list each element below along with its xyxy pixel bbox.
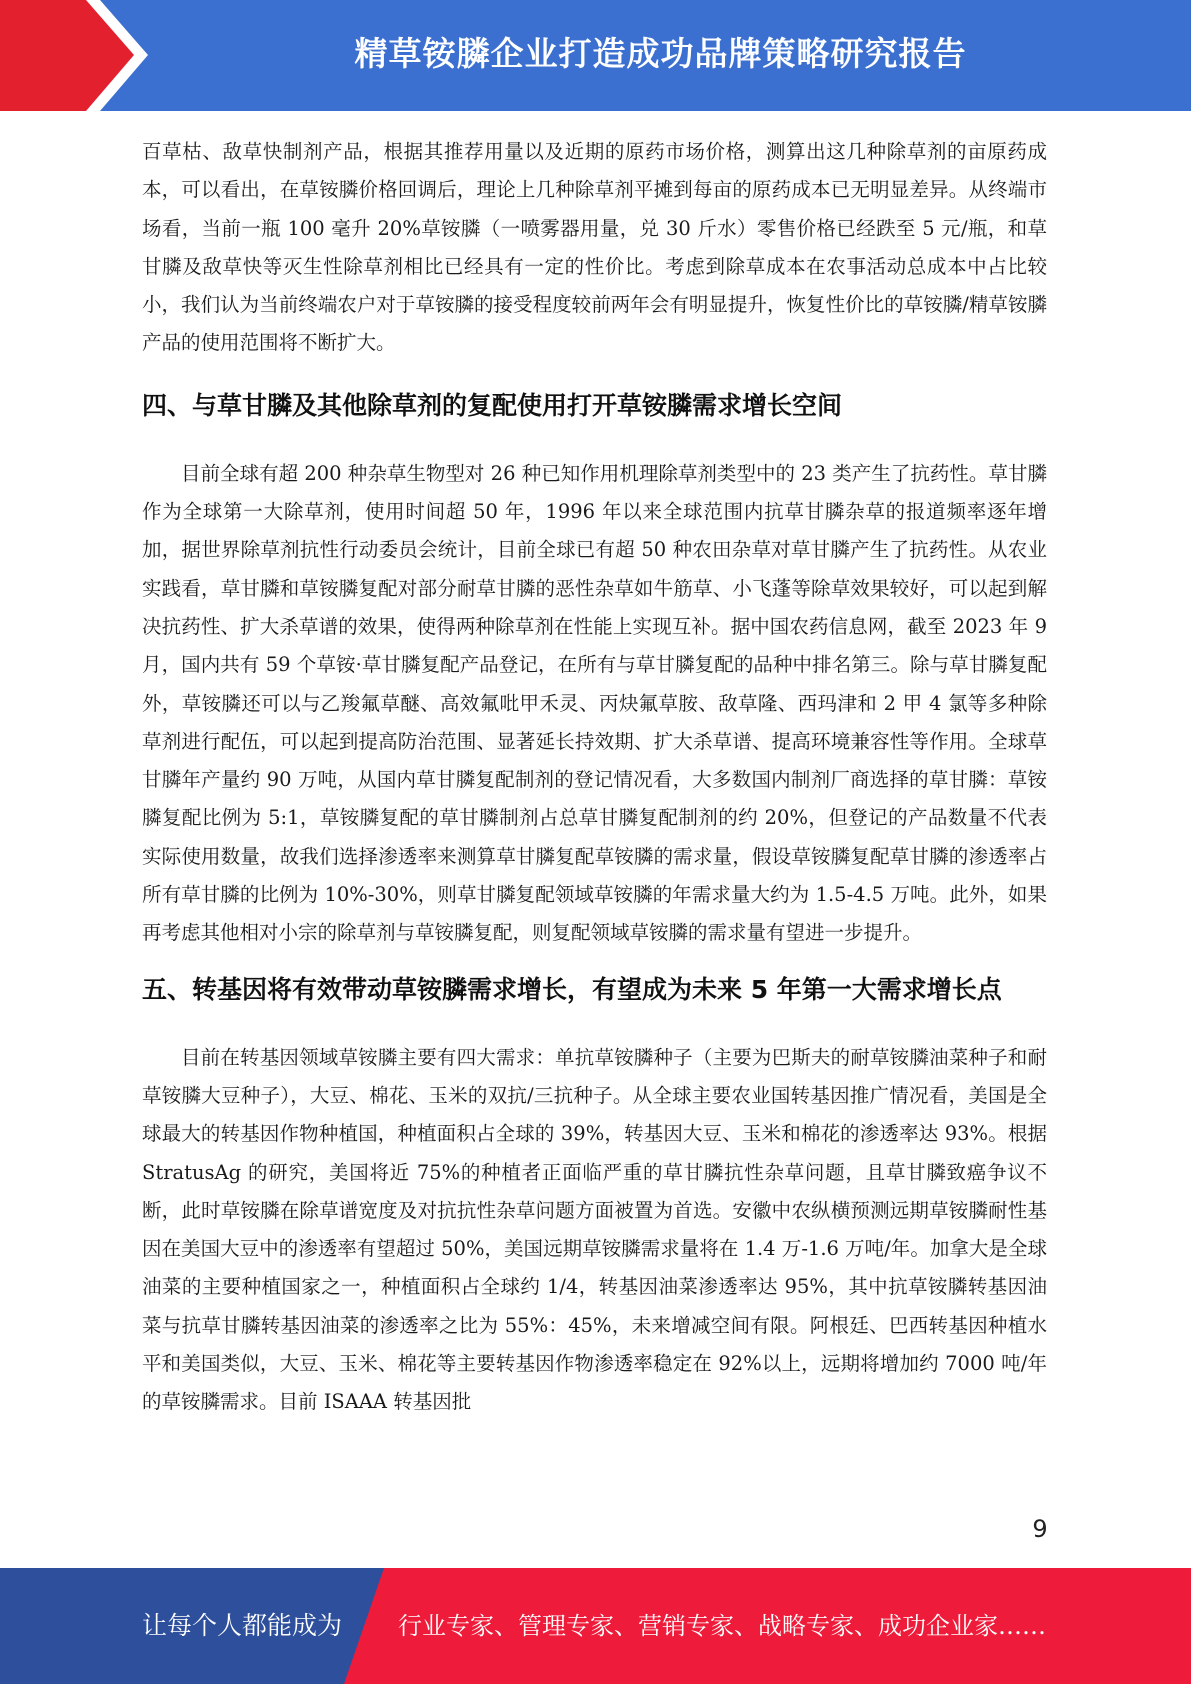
- section-heading-5: 五、转基因将有效带动草铵膦需求增长，有望成为未来 5 年第一大需求增长点: [142, 974, 1002, 1004]
- page-footer: [0, 1568, 1191, 1684]
- page-number: 9: [1032, 1515, 1048, 1543]
- header-arrow-decoration: [0, 0, 160, 111]
- document-title: 精草铵膦企业打造成功品牌策略研究报告: [354, 34, 967, 73]
- footer-slogan-right: 行业专家、管理专家、营销专家、战略专家、成功企业家……: [398, 1612, 1046, 1640]
- page-header: [0, 0, 1191, 111]
- paragraph-1: 百草枯、敌草快制剂产品，根据其推荐用量以及近期的原药市场价格，测算出这几种除草剂的亩原药成本，可以看出，在草铵膦价格回调后，理论上几种除草剂平摊到每亩的原药成本已无明显差异。从终端市场看，当前一瓶 100 毫升 20%草铵膦（一喷雾器用量，兑 30 斤水）零售价格已经跌至 5 元/瓶，和草甘膦及敌草快等灭生性除草剂相比已经具有一定的性价比。考虑到除草成本在农事活动总成本中占比较小，我们认为当前终端农户对于草铵膦的接受程度较前两年会有明显提升，恢复性价比的草铵膦/精草铵膦产品的使用范围将不断扩大。: [142, 140, 1047, 355]
- section-heading-4: 四、与草甘膦及其他除草剂的复配使用打开草铵膦需求增长空间: [142, 390, 843, 420]
- footer-slogan-left: 让每个人都能成为: [142, 1611, 343, 1640]
- paragraph-2: 目前全球有超 200 种杂草生物型对 26 种已知作用机理除草剂类型中的 23 类产生了抗药性。草甘膦作为全球第一大除草剂，使用时间超 50 年，1996 年以来全球范围内抗草甘膦杂草的报道频率逐年增加，据世界除草剂抗性行动委员会统计，目前全球已有超 50 种农田杂草对草甘膦产生了抗药性。从农业实践看，草甘膦和草铵膦复配对部分耐草甘膦的恶性杂草如牛筋草、小飞蓬等除草效果较好，可以起到解决抗药性、扩大杀草谱的效果，使得两种除草剂在性能上实现互补。据中国农药信息网，截至 2023 年 9 月，国内共有 59 个草铵·草甘膦复配产品登记，在所有与草甘膦复配的品种中排名第三。除与草甘膦复配外，草铵膦还可以与乙羧氟草醚、高效氟吡甲禾灵、丙炔氟草胺、敌草隆、西玛津和 2 甲 4 氯等多种除草剂进行配伍，可以起到提高防治范围、显著延长持效期、扩大杀草谱、提高环境兼容性等作用。全球草甘膦年产量约 90 万吨，从国内草甘膦复配制剂的登记情况看，大多数国内制剂厂商选择的草甘膦：草铵膦复配比例为 5:1，草铵膦复配的草甘膦制剂占总草甘膦复配制剂的约 20%，但登记的产品数量不代表实际使用数量，故我们选择渗透率来测算草甘膦复配草铵膦的需求量，假设草铵膦复配草甘膦的渗透率占所有草甘膦的比例为 10%-30%，则草甘膦复配领域草铵膦的年需求量大约为 1.5-4.5 万吨。此外，如果再考虑其他相对小宗的除草剂与草铵膦复配，则复配领域草铵膦的需求量有望进一步提升。: [142, 461, 1047, 945]
- page-body: [142, 133, 1047, 1422]
- paragraph-3: 目前在转基因领域草铵膦主要有四大需求：单抗草铵膦种子（主要为巴斯夫的耐草铵膦油菜种子和耐草铵膦大豆种子），大豆、棉花、玉米的双抗/三抗种子。从全球主要农业国转基因推广情况看，美国是全球最大的转基因作物种植国，种植面积占全球的 39%，转基因大豆、玉米和棉花的渗透率达 93%。根据 StratusAg 的研究，美国将近 75%的种植者正面临严重的草甘膦抗性杂草问题，且草甘膦致癌争议不断，此时草铵膦在除草谱宽度及对抗抗性杂草问题方面被置为首选。安徽中农纵横预测远期草铵膦耐性基因在美国大豆中的渗透率有望超过 50%，美国远期草铵膦需求量将在 1.4 万-1.6 万吨/年。加拿大是全球油菜的主要种植国家之一，种植面积占全球约 1/4，转基因油菜渗透率达 95%，其中抗草铵膦转基因油菜与抗草甘膦转基因油菜的渗透率之比为 55%：45%，未来增减空间有限。阿根廷、巴西转基因种植水平和美国类似，大豆、玉米、棉花等主要转基因作物渗透率稳定在 92%以上，远期将增加约 7000 吨/年的草铵膦需求。目前 ISAAA 转基因批: [142, 1045, 1047, 1414]
